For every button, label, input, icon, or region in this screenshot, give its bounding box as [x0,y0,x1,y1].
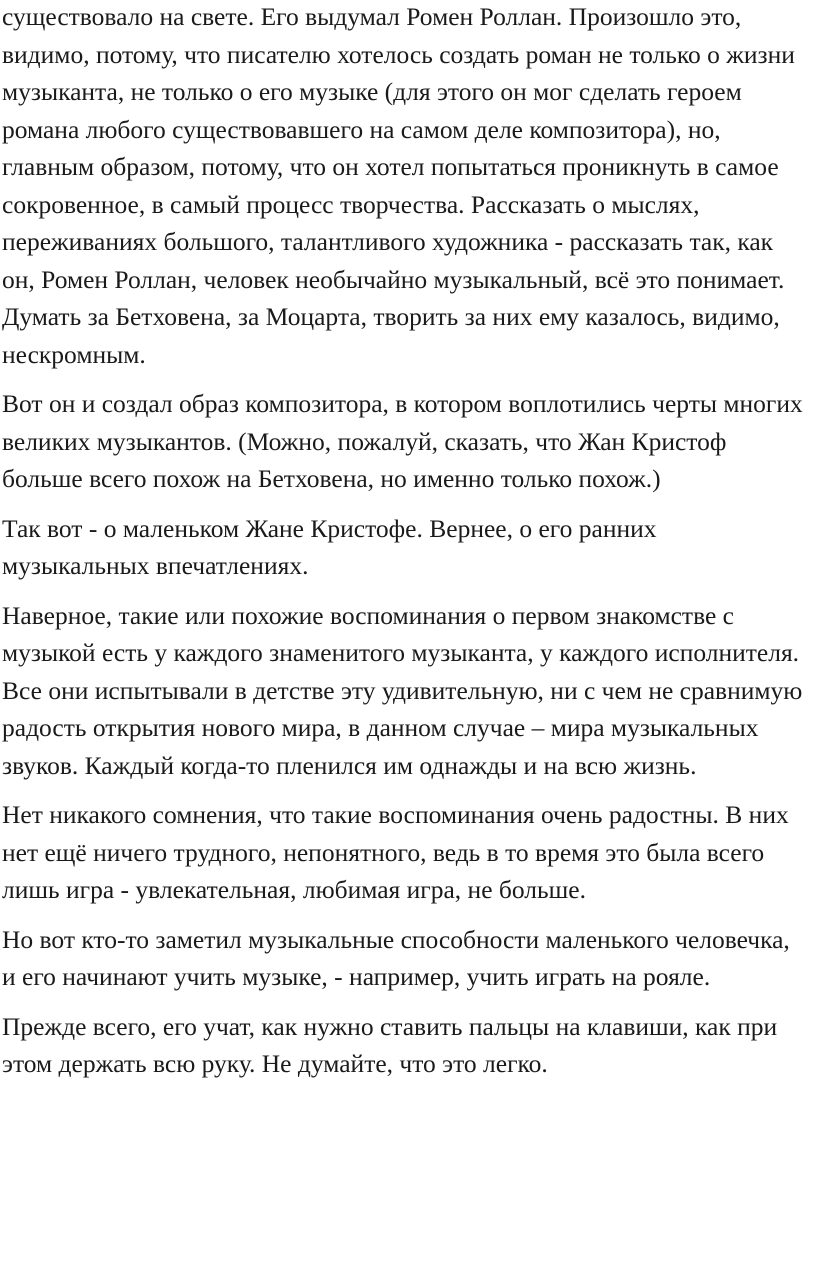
paragraph-6: Но вот кто-то заметил музыкальные способности маленького человечка, и его начинают учить музыке, - например, учить играть на рояле. [2,924,790,991]
paragraph-3: Так вот - о маленьком Жане Кристофе. Вернее, о его ранних музыкальных впечатлениях. [2,513,657,580]
paragraph-4: Наверное, такие или похожие воспоминания о первом знакомстве с музыкой есть у каждого знаменитого музыканта, у каждого исполнителя. Все они испытывали в детстве эту удивительную, ни с чем не сравнимую радость открытия нового мира, в данном случае – мира музыкальных звуков. Каждый когда-то пленился им однажды и на всю жизнь. [2,600,803,780]
paragraph-2: Вот он и создал образ композитора, в котором воплотились черты многих великих музыкантов. (Можно, пожалуй, сказать, что Жан Кристоф больше всего похож на Бетховена, но именно только похож.) [2,389,803,493]
paragraph-5: Нет никакого сомнения, что такие воспоминания очень радостны. В них нет ещё ничего трудного, непонятного, ведь в то время это была всего лишь игра - увлекательная, любимая игра, не больше. [2,800,789,904]
paragraph-1: существовало на свете. Его выдумал Ромен Роллан. Произошло это, видимо, потому, что писателю хотелось создать роман не только о жизни музыканта, не только о его музыке (для этого он мог сделать героем романа любого существовавшего на самом деле композитора), но, главным образом, потому, что он хотел попытаться проникнуть в самое сокровенное, в самый процесс творчества. Рассказать о мыслях, переживаниях большого, талантливого художника - рассказать так, как он, Ромен Роллан, человек необычайно музыкальный, всё это понимает. Думать за Бетховена, за Моцарта, творить за них ему казалось, видимо, нескромным. [2,2,795,369]
paragraph-7: Прежде всего, его учат, как нужно ставить пальцы на клавиши, как при этом держать всю руку. Не думайте, что это легко. [2,1011,778,1078]
